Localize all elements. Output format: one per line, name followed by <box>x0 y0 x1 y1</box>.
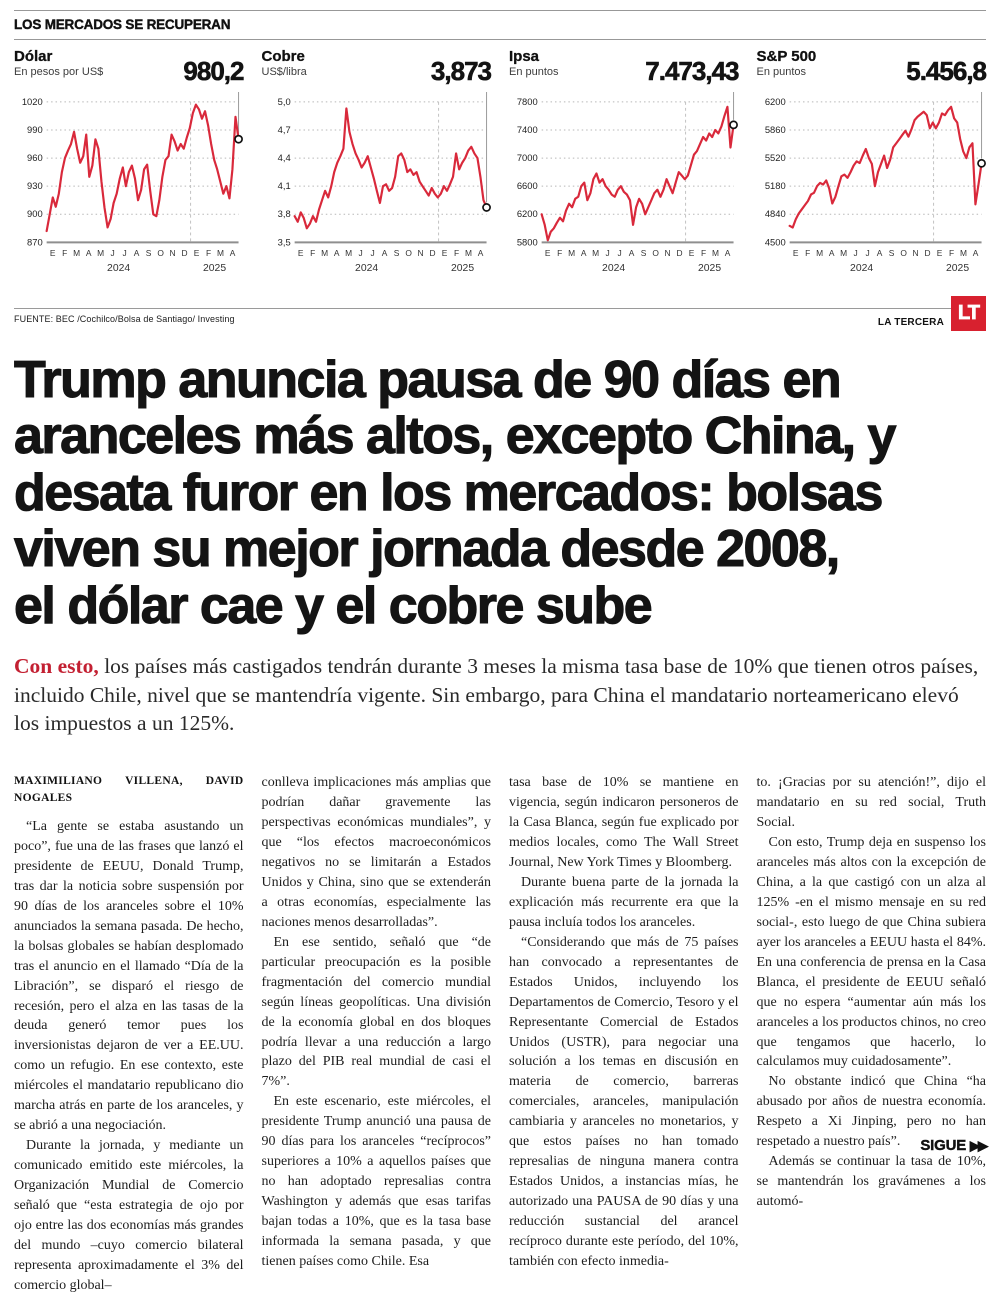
svg-text:3,8: 3,8 <box>277 208 291 220</box>
svg-text:A: A <box>477 248 483 259</box>
svg-text:J: J <box>605 248 610 259</box>
svg-text:N: N <box>664 248 671 259</box>
svg-text:A: A <box>724 248 731 259</box>
svg-text:4,4: 4,4 <box>277 152 291 164</box>
svg-text:A: A <box>580 248 587 259</box>
svg-text:A: A <box>828 248 834 259</box>
byline: MAXIMILIANO VILLENA, DAVID NOGALES <box>14 775 244 804</box>
svg-text:1020: 1020 <box>21 95 43 107</box>
last-point-marker <box>730 121 737 128</box>
chart-subtitle: En puntos <box>509 66 559 78</box>
chart-subtitle: En pesos por US$ <box>14 66 104 78</box>
svg-text:2025: 2025 <box>945 263 969 275</box>
svg-text:M: M <box>712 248 720 259</box>
svg-text:M: M <box>568 248 576 259</box>
svg-text:O: O <box>157 248 164 259</box>
chart-canvas <box>14 92 244 300</box>
svg-text:960: 960 <box>27 152 43 164</box>
source-line: FUENTE: BEC /Cochilco/Bolsa de Santiago/ Investing <box>14 313 235 324</box>
chart-latest-value: 3,873 <box>430 56 491 86</box>
continue-label: SIGUE ▶▶ <box>920 1137 986 1154</box>
svg-text:E: E <box>441 248 447 259</box>
svg-text:S: S <box>145 248 152 259</box>
chart-cobre <box>262 48 492 300</box>
svg-text:4840: 4840 <box>764 208 786 220</box>
lead-intro: Con esto, <box>14 654 99 679</box>
chart-title: Dólar <box>14 48 53 65</box>
article-paragraph: conlleva implicaciones más amplias que podrían dañar gravemente las perspectivas económicas mundiales”, y que “los efectos macroeconómicos negativos no se limitarán a Estados Unidos y China, sino que se extenderán a otras economías, especialmente las naciones menos desarrolladas”. <box>261 775 491 930</box>
chart-title: S&P 500 <box>756 48 817 65</box>
article-paragraph: tasa base de 10% se mantiene en vigencia, según indicaron personeros de la Casa Blanca, según fue explicado por medios locales, como The Wall Street Journal, New York Times y Bloomberg. <box>509 775 739 871</box>
svg-text:M: M <box>320 248 328 259</box>
svg-text:J: J <box>358 248 363 259</box>
svg-text:O: O <box>652 248 659 259</box>
svg-text:7000: 7000 <box>516 152 538 164</box>
svg-text:M: M <box>815 248 823 259</box>
svg-text:F: F <box>453 248 459 259</box>
svg-text:2024: 2024 <box>107 263 131 275</box>
article-paragraph: Además se continuar la tasa de 10%, se mantendrán los gravámenes a los automó- <box>756 1154 986 1210</box>
svg-text:4500: 4500 <box>764 236 786 248</box>
svg-text:6600: 6600 <box>516 180 538 192</box>
market-charts-row <box>14 40 986 300</box>
svg-text:O: O <box>899 248 907 259</box>
svg-text:2024: 2024 <box>849 263 873 275</box>
svg-text:E: E <box>936 248 942 259</box>
svg-text:4,7: 4,7 <box>277 123 291 135</box>
article-paragraph: Durante la jornada, y mediante un comunicado emitido este miércoles, la Organización Mundial de Comercio señaló que “esta estrategia de ojo por ojo entre las dos economías más grandes del mundo –cuyo comercio bilateral representa aproximadamente el 3% del comercio global– <box>14 1138 244 1293</box>
article-columns <box>14 773 986 1295</box>
svg-text:N: N <box>912 248 919 259</box>
svg-text:E: E <box>688 248 695 259</box>
svg-text:S: S <box>888 248 894 259</box>
svg-text:J: J <box>122 248 127 259</box>
chart-latest-value: 980,2 <box>183 56 244 86</box>
brand-name: LA TERCERA <box>877 316 944 328</box>
svg-text:M: M <box>464 248 472 259</box>
svg-text:5860: 5860 <box>764 123 786 135</box>
svg-text:F: F <box>804 248 810 259</box>
svg-text:E: E <box>792 248 798 259</box>
svg-text:J: J <box>617 248 622 259</box>
headline-line: Trump anuncia pausa de 90 días en <box>14 350 841 409</box>
article-paragraph: Con esto, Trump deja en suspenso los aranceles más altos con la excepción de China, a la que castigó con un alza al 125% -en el mismo mensaje en su red social-, esto luego de que China subiera ayer los aranceles a EEUU hasta el 84%. En una conferencia de prensa en la Casa Blanca, el presidente de EEUU señaló que no espera “aumentar aún más los aranceles a los productos chinos, no creo que tengamos que hacerlo, lo calculamos muy cuidadosamente”. <box>756 835 986 1070</box>
chart-latest-value: 5.456,8 <box>906 56 986 86</box>
newspaper-page <box>0 10 1000 1293</box>
article-column-3 <box>509 773 739 1295</box>
chart-subtitle: US$/libra <box>261 66 307 78</box>
svg-text:990: 990 <box>27 123 43 135</box>
chart-latest-value: 7.473,43 <box>645 56 739 86</box>
article-column-2 <box>262 773 492 1295</box>
svg-text:870: 870 <box>27 236 43 248</box>
article-column-1 <box>14 773 244 1295</box>
svg-text:7400: 7400 <box>516 123 538 135</box>
svg-text:J: J <box>110 248 115 259</box>
svg-text:F: F <box>700 248 707 259</box>
chart-ipsa <box>509 48 739 300</box>
lead-paragraph <box>14 652 986 737</box>
svg-text:D: D <box>924 248 931 259</box>
svg-text:F: F <box>205 248 212 259</box>
article-paragraph: to. ¡Gracias por su atención!”, dijo el mandatario en su red social, Truth Social. <box>756 775 986 831</box>
headline-line: viven su mejor jornada desde 2008, <box>14 520 839 579</box>
svg-text:A: A <box>333 248 339 259</box>
headline-line: el dólar cae y el cobre sube <box>14 576 652 635</box>
lt-logo: LT <box>951 296 986 331</box>
svg-text:M: M <box>592 248 600 259</box>
svg-text:A: A <box>85 248 92 259</box>
source-row <box>14 301 986 338</box>
chart-dolar <box>14 48 244 300</box>
svg-text:N: N <box>417 248 424 259</box>
section-kicker: LOS MERCADOS SE RECUPERAN <box>14 17 231 32</box>
chart-s-p-500 <box>757 48 987 300</box>
svg-text:930: 930 <box>27 180 43 192</box>
article-column-4 <box>757 773 987 1295</box>
svg-text:S: S <box>393 248 399 259</box>
svg-text:A: A <box>876 248 882 259</box>
svg-text:D: D <box>429 248 436 259</box>
svg-text:7800: 7800 <box>516 95 538 107</box>
svg-text:A: A <box>229 248 236 259</box>
svg-text:900: 900 <box>27 208 43 220</box>
svg-text:D: D <box>181 248 188 259</box>
chart-canvas <box>262 92 492 300</box>
chart-canvas <box>509 92 739 300</box>
svg-text:M: M <box>217 248 225 259</box>
svg-text:E: E <box>544 248 551 259</box>
svg-text:5520: 5520 <box>764 152 786 164</box>
svg-text:6200: 6200 <box>516 208 538 220</box>
svg-text:5180: 5180 <box>764 180 786 192</box>
svg-text:M: M <box>73 248 81 259</box>
svg-text:3,5: 3,5 <box>277 236 291 248</box>
chart-subtitle: En puntos <box>756 66 807 78</box>
article-paragraph: No obstante indicó que China “ha abusado por años de nuestra economía. Respeto a Xi Jinping, pero no han respetado a nuestro país”. <box>756 1074 986 1150</box>
article-paragraph: “Considerando que más de 75 países han convocado a representantes de Estados Unidos, incluyendo los Departamentos de Comercio, Tesoro y el Representante Comercial de Estados Unidos (USTR), para negociar una solución a los temas en discusión en materia de comercio, barreras comerciales, aranceles, manipulación cambiaria y aranceles no monetarios, y que estos países no han tomado represalias de ninguna manera contra Estados Unidos, a instancias mías, he autorizado una PAUSA de 90 días y una reducción sustancial del arancel recíproco durante este período, del 10%, también con efecto inmedia- <box>509 934 739 1269</box>
svg-text:F: F <box>557 248 563 259</box>
svg-text:2025: 2025 <box>203 263 227 275</box>
brand <box>878 296 986 331</box>
svg-text:2024: 2024 <box>354 263 378 275</box>
svg-text:4,1: 4,1 <box>277 180 291 192</box>
svg-text:E: E <box>49 248 56 259</box>
headline-line: aranceles más altos, excepto China, y <box>14 407 895 466</box>
chart-canvas <box>757 92 987 300</box>
svg-text:J: J <box>370 248 375 259</box>
svg-text:M: M <box>959 248 967 259</box>
svg-text:O: O <box>404 248 412 259</box>
svg-text:E: E <box>297 248 303 259</box>
article-paragraph: “La gente se estaba asustando un poco”, fue una de las frases que lanzó el presidente de EEUU, Donald Trump, tras dar la noticia sobre suspensión por 90 días de los aranceles sobre el 10% anunciados la semana pasada. De hecho, la bolsas globales se habían desplomado tras el anuncio en el llamado “Día de la Libración”, se disparó el riesgo de recesión, pero el alza en las tasas de la deuda generó temor pues los inversionistas dejaron de ver a EE.UU. como un refugio. En ese contexto, este miércoles el mandatario republicano dio marcha atrás en parte de los aranceles, y se abrió a una negociación. <box>14 819 244 1134</box>
svg-text:N: N <box>169 248 176 259</box>
article-paragraph: En ese sentido, señaló que “de particular preocupación es la posible fragmentación del comercio mundial según líneas geopolíticas. Una división de la economía global en dos bloques podría llevar a una reducción a largo plazo del PIB real mundial de casi el 7%”. <box>261 934 491 1090</box>
svg-text:F: F <box>309 248 315 259</box>
svg-text:2025: 2025 <box>698 263 722 275</box>
chart-title: Ipsa <box>509 48 540 65</box>
svg-text:A: A <box>133 248 140 259</box>
svg-text:2025: 2025 <box>450 263 474 275</box>
svg-text:F: F <box>948 248 954 259</box>
svg-text:F: F <box>62 248 68 259</box>
svg-text:5800: 5800 <box>516 236 538 248</box>
last-point-marker <box>977 160 984 167</box>
svg-text:M: M <box>97 248 105 259</box>
headline <box>14 350 986 633</box>
svg-text:A: A <box>972 248 978 259</box>
svg-text:J: J <box>865 248 870 259</box>
lead-text: los países más castigados tendrán durante 3 meses la misma tasa base de 10% que tienen otros países, incluido Chile, nivel que se mantendría vigente. Sin embargo, para China el mandatario norteamericano elevó los impuestos a un 125%. <box>14 654 979 735</box>
svg-text:A: A <box>381 248 387 259</box>
svg-text:S: S <box>640 248 647 259</box>
continue-arrows-icon: ▶▶ <box>970 1138 986 1153</box>
chart-title: Cobre <box>261 48 305 65</box>
svg-text:E: E <box>193 248 200 259</box>
svg-text:6200: 6200 <box>764 95 786 107</box>
svg-text:2024: 2024 <box>602 263 626 275</box>
svg-text:D: D <box>676 248 683 259</box>
article-paragraph: En este escenario, este miércoles, el presidente Trump anunció una pausa de 90 días para los aranceles “recíprocos” superiores a 10% a aquellos países que no han adoptado represalias contra Washington y además que esas tarifas bajan todas a 10%, que es la tasa base informada la semana pasada, y que tienen países como Chile. Esa <box>261 1094 491 1269</box>
svg-text:A: A <box>628 248 635 259</box>
svg-text:M: M <box>839 248 847 259</box>
article-paragraph: Durante buena parte de la jornada la explicación más recurrente era que la pausa incluía todos los aranceles. <box>509 875 739 930</box>
headline-line: desata furor en los mercados: bolsas <box>14 463 882 522</box>
svg-text:M: M <box>344 248 352 259</box>
last-point-marker <box>482 204 489 211</box>
svg-text:J: J <box>853 248 858 259</box>
svg-text:5,0: 5,0 <box>277 95 291 107</box>
last-point-marker <box>235 136 242 143</box>
